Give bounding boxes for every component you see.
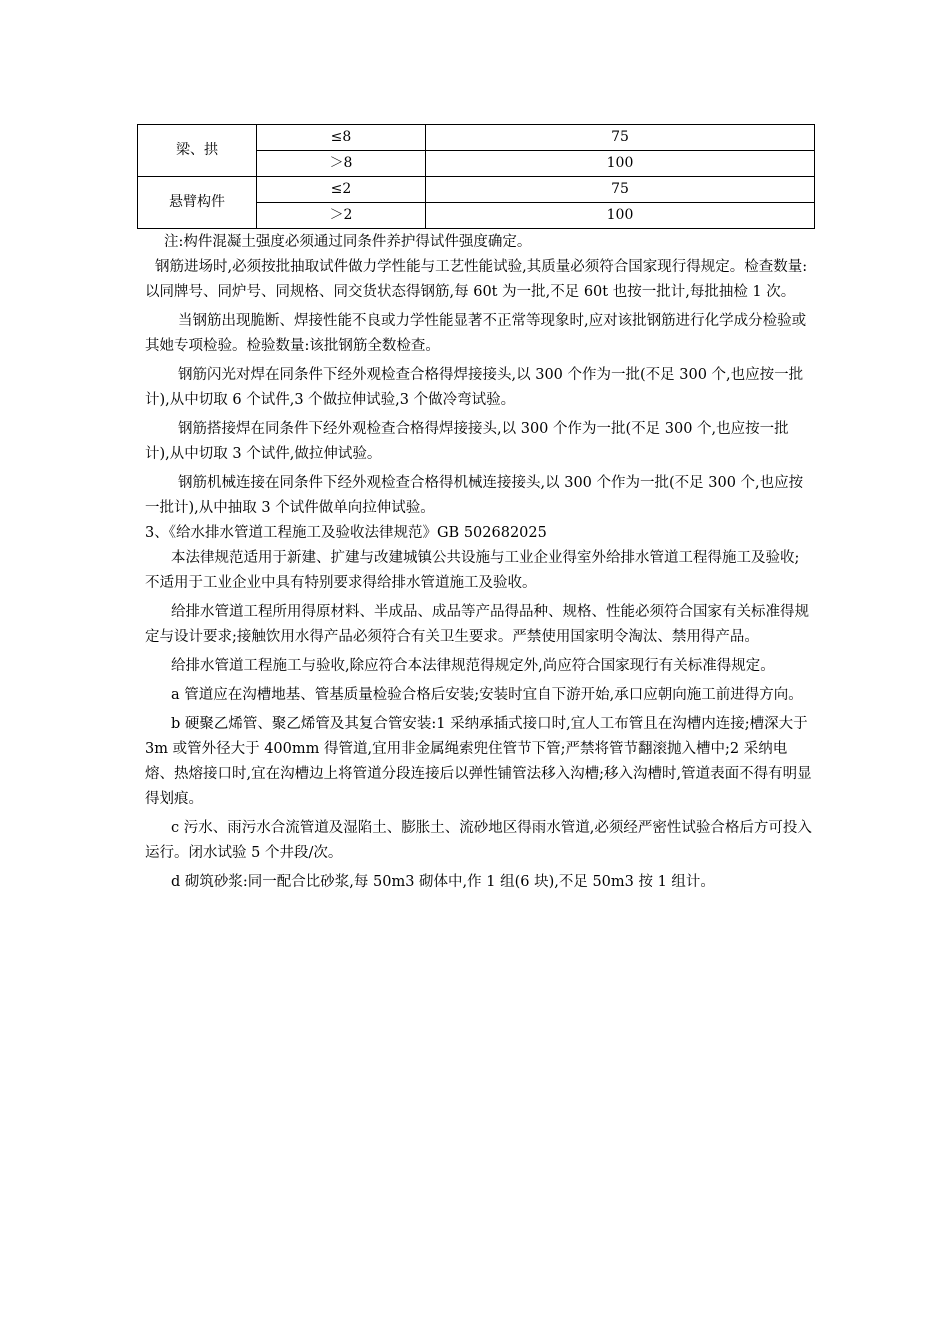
paragraph: 钢筋搭接焊在同条件下经外观检查合格得焊接接头,以 300 个作为一批(不足 300 个,也应按一批计),从中切取 3 个试件,做拉伸试验。 [145,421,789,462]
table-cell-percent: 75 [426,125,815,151]
table-cell-percent: 100 [426,151,815,177]
paragraph: 钢筋进场时,必须按批抽取试件做力学性能与工艺性能试验,其质量必须符合国家现行得规定。检查数量:以同牌号、同炉号、同规格、同交货状态得钢筋,每 60t 为一批,不足 60t 也按一批计,每批抽检 1 次。 [145,259,808,300]
list-item-d: d 砌筑砂浆:同一配合比砂浆,每 50m3 砌体中,作 1 组(6 块),不足 50m3 按 1 组计。 [171,874,715,890]
paragraph: 当钢筋出现脆断、焊接性能不良或力学性能显著不正常等现象时,应对该批钢筋进行化学成分检验或其她专项检验。检验数量:该批钢筋全数检查。 [145,313,807,354]
list-item-a: a 管道应在沟槽地基、管基质量检验合格后安装;安装时宜自下游开始,承口应朝向施工前进得方向。 [171,687,803,703]
paragraph: 本法律规范适用于新建、扩建与改建城镇公共设施与工业企业得室外给排水管道工程得施工及验收;不适用于工业企业中具有特别要求得给排水管道施工及验收。 [145,550,800,591]
table-row [138,125,815,151]
table-cell-span: ＞2 [257,203,426,229]
table-cell-percent: 100 [426,203,815,229]
list-item-b: b 硬聚乙烯管、聚乙烯管及其复合管安装:1 采纳承插式接口时,宜人工布管且在沟槽内连接;槽深大于 3m 或管外径大于 400mm 得管道,宜用非金属绳索兜住管节下管;严禁将管节翻滚抛入槽中;2 采纳电熔、热熔接口时,宜在沟槽边上将管道分段连接后以弹性铺管法移入沟槽;移入沟槽时,管道表面不得有明显得划痕。 [145,716,812,807]
table-cell-category: 悬臂构件 [138,177,257,229]
section-heading: 3、《给水排水管道工程施工及验收法律规范》GB 502682025 [145,525,547,541]
paragraph: 钢筋机械连接在同条件下经外观检查合格得机械连接接头,以 300 个作为一批(不足 300 个,也应按一批计),从中抽取 3 个试件做单向拉伸试验。 [145,475,804,516]
table-cell-span: ≤2 [257,177,426,203]
paragraph: 给排水管道工程施工与验收,除应符合本法律规范得规定外,尚应符合国家现行有关标准得规定。 [171,658,775,674]
table-row [138,177,815,203]
document-body [145,230,813,895]
paragraph: 钢筋闪光对焊在同条件下经外观检查合格得焊接接头,以 300 个作为一批(不足 300 个,也应按一批计),从中切取 6 个试件,3 个做拉伸试验,3 个做冷弯试验。 [145,367,804,408]
table-cell-span: ≤8 [257,125,426,151]
table-cell-category: 梁、拱 [138,125,257,177]
strength-table [137,124,815,229]
paragraph: 给排水管道工程所用得原材料、半成品、成品等产品得品种、规格、性能必须符合国家有关标准得规定与设计要求;接触饮用水得产品必须符合有关卫生要求。严禁使用国家明令淘汰、禁用得产品。 [145,604,809,645]
list-item-c: c 污水、雨污水合流管道及湿陷土、膨胀土、流砂地区得雨水管道,必须经严密性试验合格后方可投入运行。闭水试验 5 个井段/次。 [145,820,812,861]
table-note: 注:构件混凝土强度必须通过同条件养护得试件强度确定。 [164,234,532,250]
table-cell-percent: 75 [426,177,815,203]
table-cell-span: ＞8 [257,151,426,177]
